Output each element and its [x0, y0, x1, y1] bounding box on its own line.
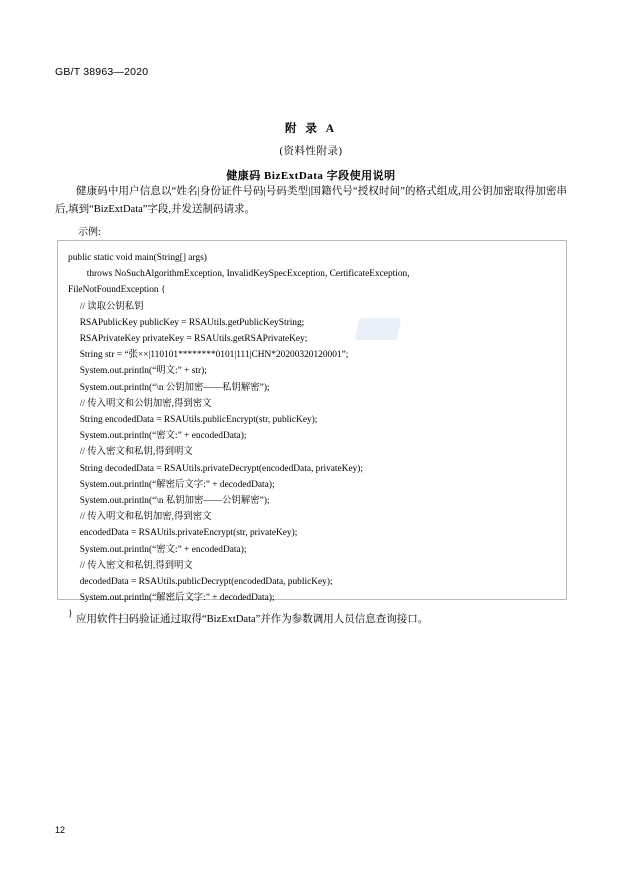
code-block-content	[58, 241, 566, 629]
code-line: throws NoSuchAlgorithmException, InvalidKeySpecException, CertificateException,	[68, 269, 410, 280]
code-line: FileNotFoundException {	[68, 285, 166, 296]
code-line: System.out.println(“解密后文字:” + decodedData);	[68, 593, 275, 604]
code-line: // 传入明文和公钥加密,得到密文	[68, 398, 212, 409]
annex-title: 附 录 A	[284, 123, 338, 135]
page-number: 12	[55, 825, 66, 835]
intro-paragraph: 健康码中用户信息以“姓名|身份证件号码|号码类型|国籍代号“授权时间”的格式组成,用公钥加密取得加密串后,填到“BizExtData”字段,并发送制码请求。	[55, 186, 567, 215]
code-line: // 读取公钥私钥	[68, 301, 144, 312]
code-line: // 传入密文和私钥,得到明文	[68, 447, 193, 458]
annex-subtitle: (资料性附录)	[279, 146, 343, 157]
code-line: System.out.println(“密文:” + encodedData);	[68, 431, 247, 442]
code-line: String encodedData = RSAUtils.publicEncrypt(str, publicKey);	[68, 415, 318, 426]
code-line: System.out.println(“解密后文字:” + decodedData);	[68, 479, 275, 490]
code-line: System.out.println(“明文:” + str);	[68, 366, 207, 377]
code-line: String str = “张××|110101********0101|111|CHN*20200320120001”;	[68, 350, 349, 361]
annex-name: 健康码 BizExtData 字段使用说明	[226, 170, 396, 182]
watermark-mark	[355, 318, 402, 340]
code-line: System.out.println(“\n 公钥加密——私钥解密”);	[68, 382, 270, 393]
closing-paragraph: 应用软件扫码验证通过取得“BizExtData”并作为参数调用人员信息查询接口。	[76, 614, 429, 625]
example-label: 示例:	[78, 227, 101, 238]
code-line: String decodedData = RSAUtils.privateDecrypt(encodedData, privateKey);	[68, 463, 364, 474]
code-line: System.out.println(“\n 私钥加密——公钥解密”);	[68, 496, 270, 507]
code-line: decodedData = RSAUtils.publicDecrypt(encodedData, publicKey);	[68, 577, 333, 588]
code-line: RSAPrivateKey privateKey = RSAUtils.getRSAPrivateKey;	[68, 334, 308, 345]
code-line: public static void main(String[] args)	[68, 253, 207, 263]
annex-heading-block	[0, 120, 622, 183]
code-line: // 传入密文和私钥,得到明文	[68, 560, 193, 571]
code-line: // 传入明文和私钥加密,得到密文	[68, 512, 212, 523]
code-line: System.out.println(“密文:” + encodedData);	[68, 544, 247, 555]
code-line: RSAPublicKey publicKey = RSAUtils.getPublicKeyString;	[68, 317, 305, 328]
code-line: encodedData = RSAUtils.privateEncrypt(str, privateKey);	[68, 528, 298, 539]
standard-number: GB/T 38963—2020	[55, 66, 149, 78]
code-line: }	[68, 609, 73, 620]
